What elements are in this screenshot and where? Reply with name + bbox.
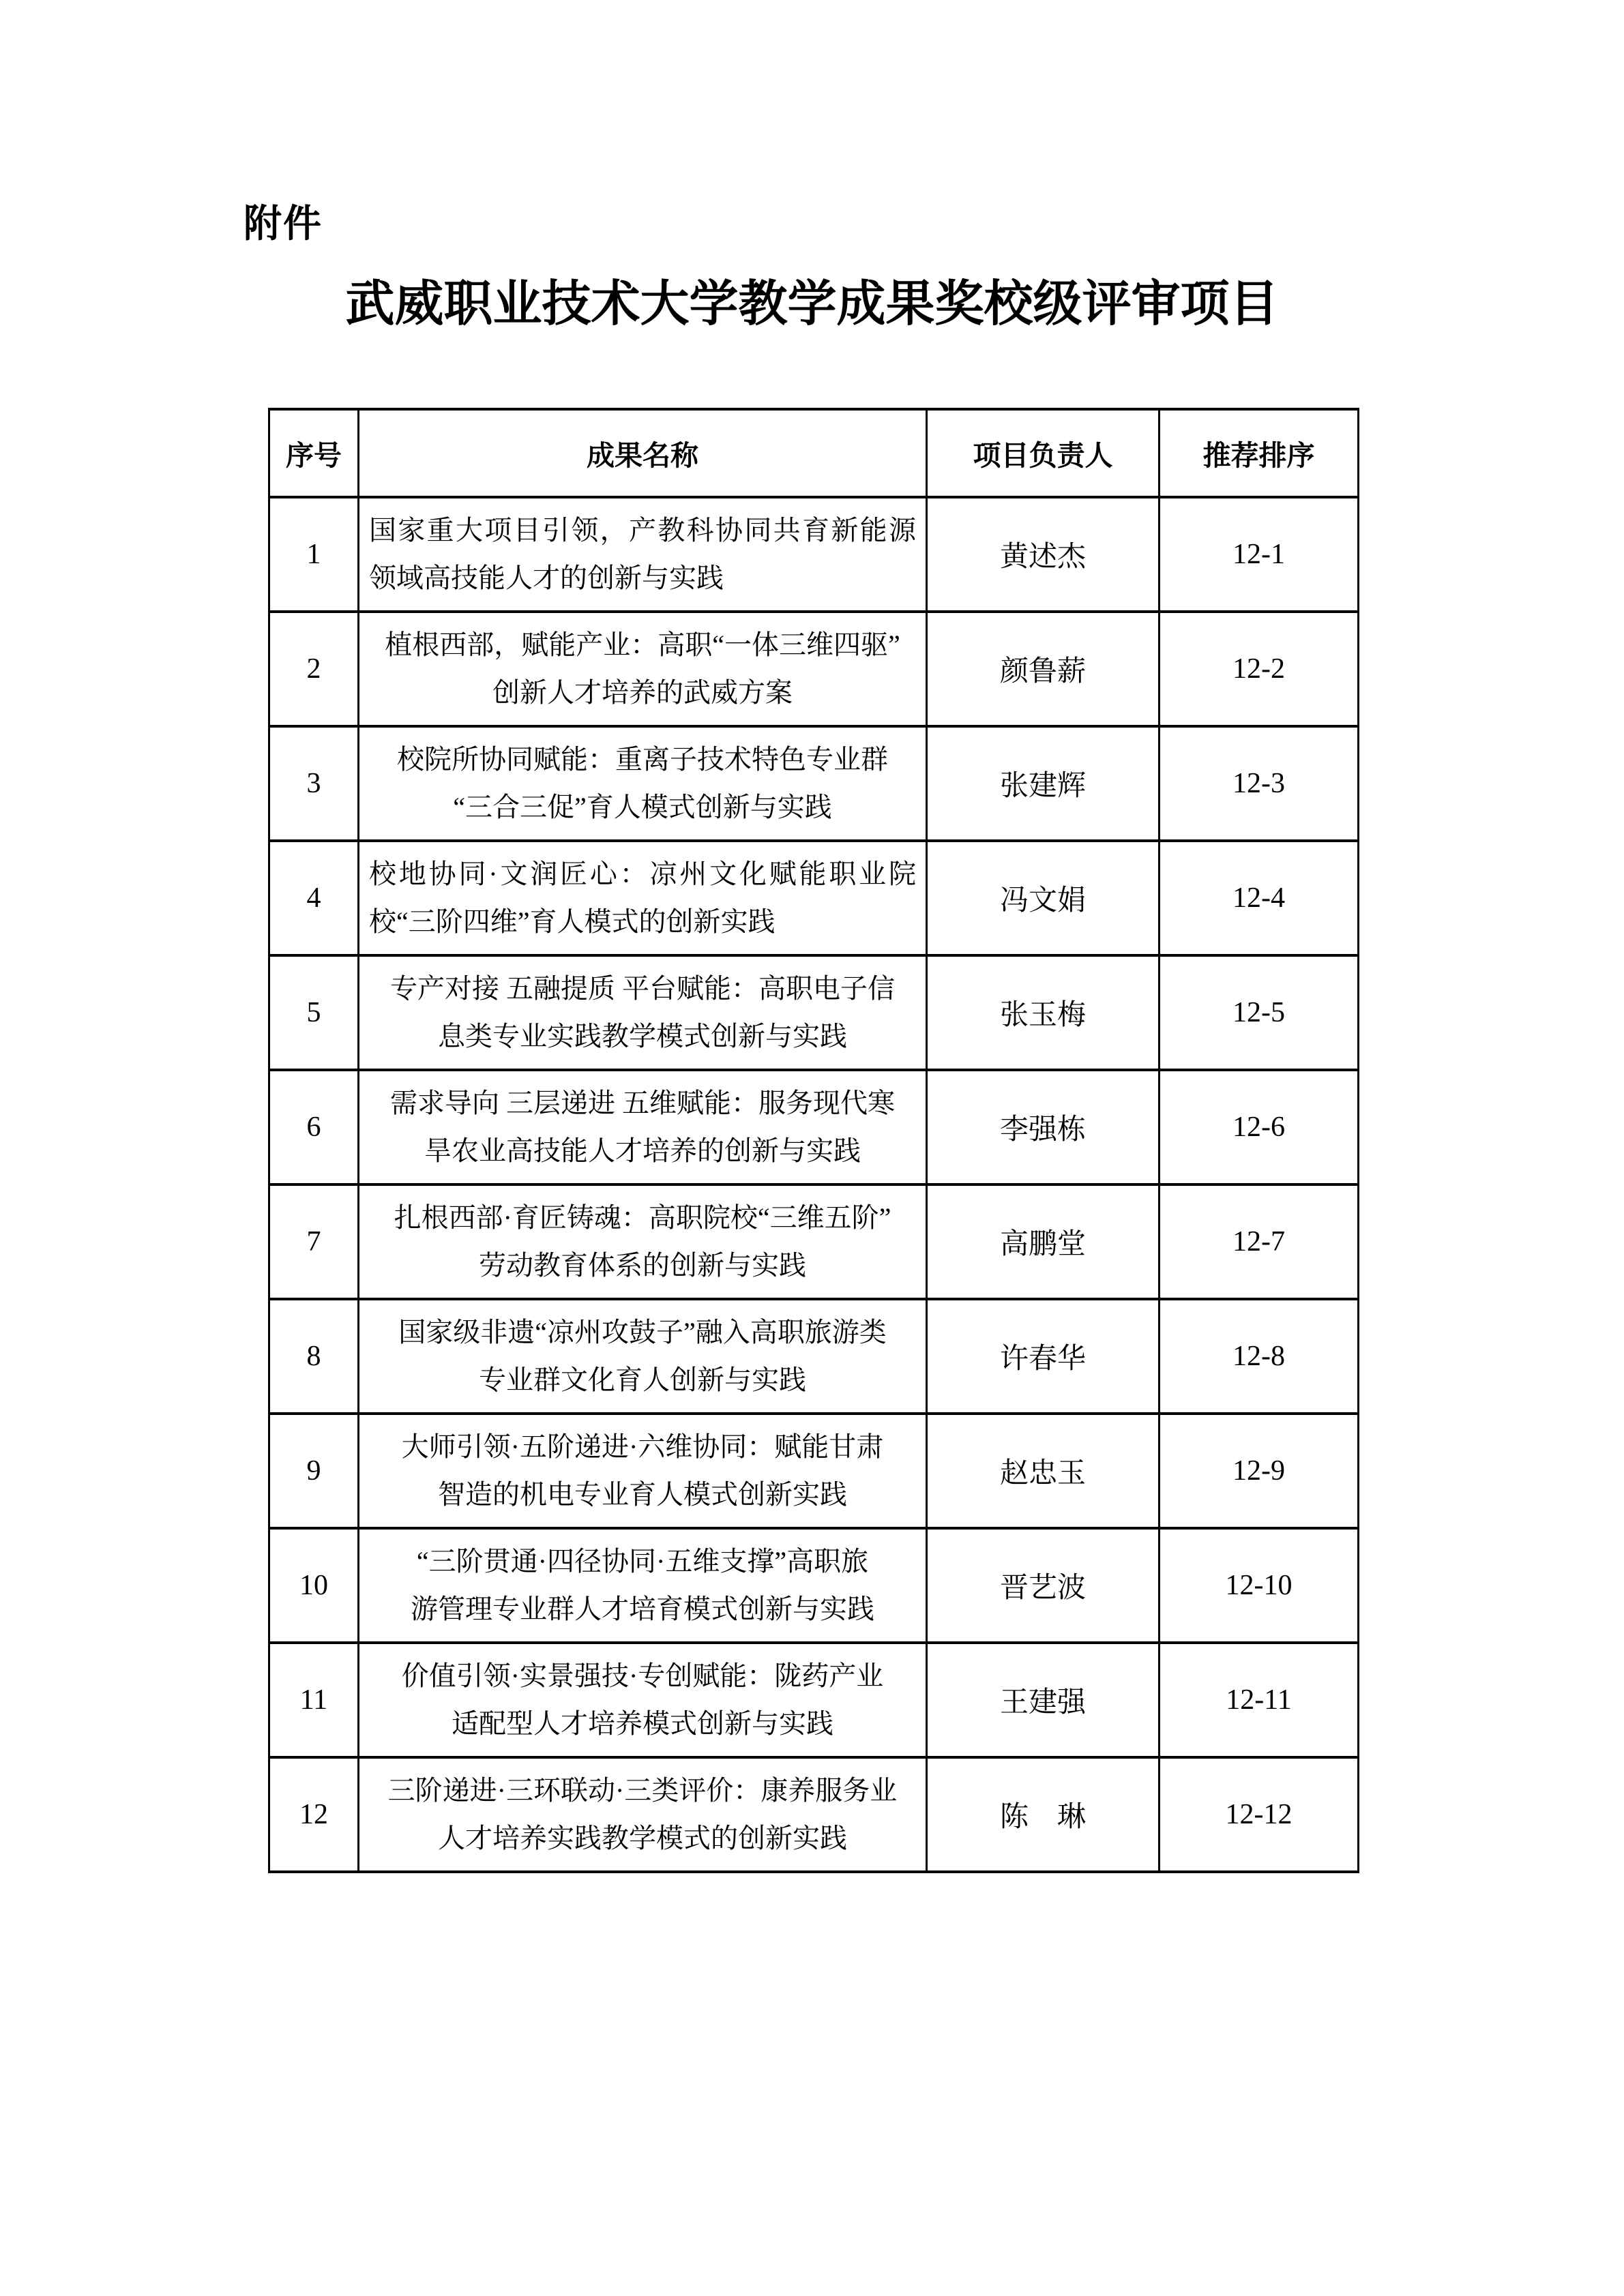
achievement-name-line2: 领域高技能人才的创新与实践 [369, 563, 724, 593]
review-table [268, 408, 1359, 1873]
achievement-name-line2: “三合三促”育人模式创新与实践 [453, 792, 832, 822]
leader-cell: 冯文娟 [927, 841, 1160, 955]
achievement-name-cell [359, 497, 927, 612]
achievement-name-line1: 大师引领·五阶递进·六维协同：赋能甘肃 [401, 1431, 884, 1462]
achievement-name-cell [359, 726, 927, 841]
achievement-name-line1: 三阶递进·三环联动·三类评价：康养服务业 [387, 1775, 898, 1806]
row-number-cell: 1 [269, 497, 359, 612]
achievement-name-cell [359, 1643, 927, 1757]
table-body [269, 497, 1359, 1872]
table-row [269, 1070, 1359, 1184]
achievement-name-line2: 息类专业实践教学模式创新与实践 [438, 1021, 847, 1052]
achievement-name-cell [359, 841, 927, 955]
order-cell: 12-3 [1160, 726, 1359, 841]
row-number-cell: 5 [269, 955, 359, 1070]
order-cell: 12-5 [1160, 955, 1359, 1070]
order-cell: 12-2 [1160, 612, 1359, 726]
table-row [269, 497, 1359, 612]
achievement-name-line1: 价值引领·实景强技·专创赋能：陇药产业 [401, 1660, 884, 1691]
achievement-name-line1: 国家级非遗“凉州攻鼓子”融入高职旅游类 [398, 1317, 887, 1347]
table-row [269, 1757, 1359, 1872]
leader-cell: 高鹏堂 [927, 1184, 1160, 1299]
leader-cell: 张玉梅 [927, 955, 1160, 1070]
table-row [269, 612, 1359, 726]
row-number-cell: 8 [269, 1299, 359, 1414]
leader-cell: 陈 琳 [927, 1757, 1160, 1872]
order-cell: 12-1 [1160, 497, 1359, 612]
order-cell: 12-7 [1160, 1184, 1359, 1299]
header-no: 序号 [269, 409, 359, 497]
header-order: 推荐排序 [1160, 409, 1359, 497]
achievement-name-line2: 旱农业高技能人才培养的创新与实践 [424, 1135, 861, 1166]
achievement-name-cell [359, 1184, 927, 1299]
table-row [269, 1643, 1359, 1757]
leader-cell: 王建强 [927, 1643, 1160, 1757]
header-name: 成果名称 [359, 409, 927, 497]
table-row [269, 1299, 1359, 1414]
achievement-name-cell [359, 1299, 927, 1414]
achievement-name-line2: 校“三阶四维”育人模式的创新实践 [369, 906, 776, 937]
table-row [269, 841, 1359, 955]
table-header [269, 409, 1359, 497]
table-row [269, 1414, 1359, 1528]
achievement-name-cell [359, 612, 927, 726]
page-title: 武威职业技术大学教学成果奖校级评审项目 [345, 277, 1279, 331]
order-cell: 12-11 [1160, 1643, 1359, 1757]
achievement-name-line1: “三阶贯通·四径协同·五维支撑”高职旅 [416, 1546, 869, 1577]
table-row [269, 1184, 1359, 1299]
achievement-name-line1: 校地协同·文润匠心：凉州文化赋能职业院 [369, 859, 916, 889]
achievement-name-line1: 校院所协同赋能：重离子技术特色专业群 [397, 744, 888, 775]
achievement-name-line2: 人才培养实践教学模式的创新实践 [438, 1823, 847, 1853]
table-row [269, 726, 1359, 841]
achievement-name-line2: 创新人才培养的武威方案 [492, 677, 793, 708]
leader-cell: 黄述杰 [927, 497, 1160, 612]
leader-cell: 张建辉 [927, 726, 1160, 841]
achievement-name-cell [359, 1757, 927, 1872]
row-number-cell: 9 [269, 1414, 359, 1528]
order-cell: 12-4 [1160, 841, 1359, 955]
leader-cell: 赵忠玉 [927, 1414, 1160, 1528]
achievement-name-line2: 专业群文化育人创新与实践 [479, 1365, 806, 1395]
row-number-cell: 7 [269, 1184, 359, 1299]
row-number-cell: 10 [269, 1528, 359, 1643]
order-cell: 12-9 [1160, 1414, 1359, 1528]
order-cell: 12-6 [1160, 1070, 1359, 1184]
leader-cell: 晋艺波 [927, 1528, 1160, 1643]
leader-cell: 李强栋 [927, 1070, 1160, 1184]
table-row [269, 1528, 1359, 1643]
achievement-name-line1: 国家重大项目引领，产教科协同共育新能源 [369, 515, 916, 546]
order-cell: 12-10 [1160, 1528, 1359, 1643]
header-leader: 项目负责人 [927, 409, 1160, 497]
achievement-name-line1: 植根西部，赋能产业：高职“一体三维四驱” [385, 629, 900, 660]
attachment-label: 附件 [243, 202, 323, 245]
achievement-name-cell [359, 1528, 927, 1643]
achievement-name-line2: 游管理专业群人才培育模式创新与实践 [411, 1594, 874, 1624]
row-number-cell: 3 [269, 726, 359, 841]
achievement-name-line1: 需求导向 三层递进 五维赋能：服务现代寒 [390, 1088, 895, 1118]
achievement-name-line1: 专产对接 五融提质 平台赋能：高职电子信 [390, 973, 895, 1004]
order-cell: 12-12 [1160, 1757, 1359, 1872]
achievement-name-line1: 扎根西部·育匠铸魂：高职院校“三维五阶” [394, 1202, 891, 1233]
achievement-name-cell [359, 1070, 927, 1184]
row-number-cell: 4 [269, 841, 359, 955]
achievement-name-line2: 智造的机电专业育人模式创新实践 [438, 1479, 847, 1510]
table-row [269, 955, 1359, 1070]
achievement-name-cell [359, 1414, 927, 1528]
leader-cell: 许春华 [927, 1299, 1160, 1414]
row-number-cell: 6 [269, 1070, 359, 1184]
row-number-cell: 12 [269, 1757, 359, 1872]
header-row [269, 409, 1359, 497]
row-number-cell: 11 [269, 1643, 359, 1757]
leader-cell: 颜鲁薪 [927, 612, 1160, 726]
row-number-cell: 2 [269, 612, 359, 726]
achievement-name-line2: 劳动教育体系的创新与实践 [479, 1250, 806, 1281]
achievement-name-cell [359, 955, 927, 1070]
achievement-name-line2: 适配型人才培养模式创新与实践 [452, 1708, 833, 1739]
order-cell: 12-8 [1160, 1299, 1359, 1414]
